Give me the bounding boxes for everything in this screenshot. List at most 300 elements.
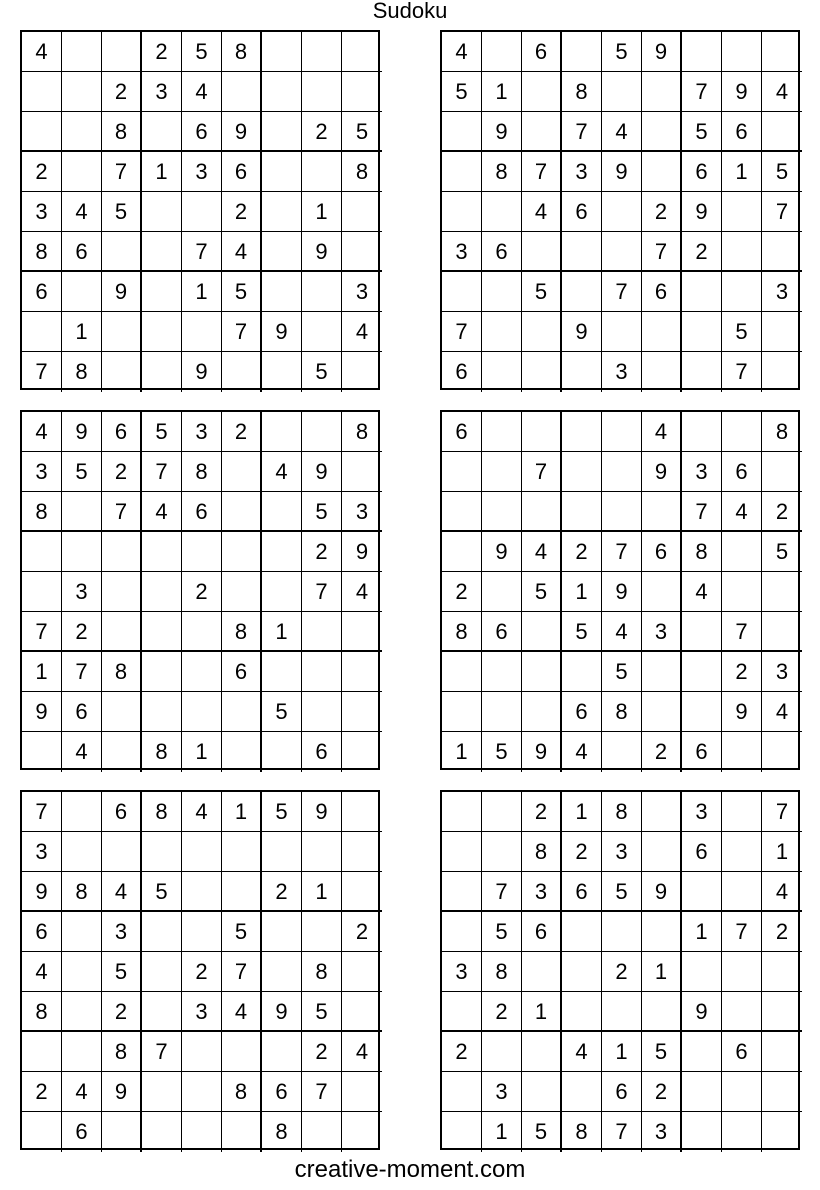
sudoku-cell[interactable]: 7 [22,612,62,652]
sudoku-cell[interactable] [262,232,302,272]
sudoku-cell[interactable] [342,732,382,772]
sudoku-cell[interactable]: 2 [302,532,342,572]
sudoku-cell[interactable]: 7 [602,532,642,572]
sudoku-cell[interactable] [442,112,482,152]
sudoku-cell[interactable] [222,1032,262,1072]
sudoku-cell[interactable] [722,992,762,1032]
sudoku-cell[interactable] [522,952,562,992]
sudoku-cell[interactable]: 4 [762,72,802,112]
sudoku-cell[interactable] [342,32,382,72]
sudoku-cell[interactable] [262,412,302,452]
sudoku-cell[interactable] [642,792,682,832]
sudoku-cell[interactable]: 7 [222,952,262,992]
sudoku-cell[interactable]: 1 [522,992,562,1032]
sudoku-cell[interactable] [682,1032,722,1072]
sudoku-cell[interactable]: 6 [262,1072,302,1112]
sudoku-cell[interactable] [602,452,642,492]
sudoku-cell[interactable]: 4 [62,732,102,772]
sudoku-cell[interactable] [262,952,302,992]
sudoku-cell[interactable]: 6 [222,652,262,692]
sudoku-cell[interactable]: 6 [642,272,682,312]
sudoku-cell[interactable] [342,612,382,652]
sudoku-cell[interactable]: 6 [682,152,722,192]
sudoku-cell[interactable] [22,732,62,772]
sudoku-cell[interactable] [222,72,262,112]
sudoku-cell[interactable] [142,832,182,872]
sudoku-cell[interactable]: 8 [62,872,102,912]
sudoku-cell[interactable]: 3 [182,152,222,192]
sudoku-cell[interactable]: 9 [722,692,762,732]
sudoku-cell[interactable]: 7 [602,272,642,312]
sudoku-cell[interactable] [762,572,802,612]
sudoku-cell[interactable]: 6 [562,872,602,912]
sudoku-cell[interactable] [102,32,142,72]
sudoku-cell[interactable] [262,572,302,612]
sudoku-cell[interactable] [182,692,222,732]
sudoku-cell[interactable]: 7 [682,492,722,532]
sudoku-cell[interactable] [262,112,302,152]
sudoku-cell[interactable] [482,792,522,832]
sudoku-cell[interactable] [682,652,722,692]
sudoku-cell[interactable]: 3 [562,152,602,192]
sudoku-cell[interactable] [142,692,182,732]
sudoku-cell[interactable] [342,652,382,692]
sudoku-cell[interactable]: 4 [342,572,382,612]
sudoku-cell[interactable] [762,952,802,992]
sudoku-cell[interactable]: 3 [642,1112,682,1152]
sudoku-cell[interactable]: 7 [22,352,62,392]
sudoku-cell[interactable]: 6 [722,112,762,152]
sudoku-cell[interactable] [562,32,602,72]
sudoku-cell[interactable] [262,152,302,192]
sudoku-cell[interactable] [562,492,602,532]
sudoku-cell[interactable]: 3 [602,352,642,392]
sudoku-cell[interactable]: 9 [642,452,682,492]
sudoku-cell[interactable]: 3 [342,492,382,532]
sudoku-cell[interactable]: 9 [562,312,602,352]
sudoku-cell[interactable]: 5 [762,152,802,192]
sudoku-cell[interactable]: 8 [562,1112,602,1152]
sudoku-cell[interactable]: 2 [522,792,562,832]
sudoku-cell[interactable]: 8 [442,612,482,652]
sudoku-cell[interactable] [682,352,722,392]
sudoku-cell[interactable]: 6 [22,272,62,312]
sudoku-cell[interactable]: 6 [22,912,62,952]
sudoku-cell[interactable]: 5 [642,1032,682,1072]
sudoku-cell[interactable]: 7 [142,1032,182,1072]
sudoku-cell[interactable]: 8 [602,692,642,732]
sudoku-cell[interactable]: 2 [222,412,262,452]
sudoku-cell[interactable]: 8 [342,412,382,452]
sudoku-cell[interactable] [62,912,102,952]
sudoku-cell[interactable] [142,312,182,352]
sudoku-cell[interactable]: 1 [22,652,62,692]
sudoku-cell[interactable]: 9 [642,872,682,912]
sudoku-cell[interactable] [682,32,722,72]
sudoku-cell[interactable] [602,312,642,352]
sudoku-cell[interactable]: 2 [182,572,222,612]
sudoku-cell[interactable] [442,832,482,872]
sudoku-cell[interactable] [522,612,562,652]
sudoku-cell[interactable] [762,232,802,272]
sudoku-cell[interactable] [722,412,762,452]
sudoku-cell[interactable]: 3 [182,992,222,1032]
sudoku-cell[interactable]: 9 [482,532,522,572]
sudoku-cell[interactable]: 6 [682,832,722,872]
sudoku-cell[interactable]: 4 [222,992,262,1032]
sudoku-cell[interactable]: 9 [602,572,642,612]
sudoku-cell[interactable]: 6 [602,1072,642,1112]
sudoku-cell[interactable]: 2 [62,612,102,652]
sudoku-cell[interactable]: 5 [262,692,302,732]
sudoku-cell[interactable] [762,452,802,492]
sudoku-cell[interactable] [442,912,482,952]
sudoku-cell[interactable] [342,1112,382,1152]
sudoku-cell[interactable]: 5 [522,1112,562,1152]
sudoku-cell[interactable]: 2 [102,72,142,112]
sudoku-cell[interactable]: 8 [62,352,102,392]
sudoku-cell[interactable]: 2 [182,952,222,992]
sudoku-cell[interactable]: 9 [482,112,522,152]
sudoku-cell[interactable] [142,612,182,652]
sudoku-cell[interactable] [762,32,802,72]
sudoku-cell[interactable]: 4 [722,492,762,532]
sudoku-cell[interactable]: 2 [102,992,142,1032]
sudoku-cell[interactable] [182,1072,222,1112]
sudoku-cell[interactable]: 1 [142,152,182,192]
sudoku-cell[interactable] [262,912,302,952]
sudoku-cell[interactable] [562,352,602,392]
sudoku-cell[interactable] [22,572,62,612]
sudoku-cell[interactable]: 4 [682,572,722,612]
sudoku-cell[interactable]: 9 [342,532,382,572]
sudoku-cell[interactable]: 2 [562,532,602,572]
sudoku-cell[interactable] [222,832,262,872]
sudoku-cell[interactable]: 4 [22,952,62,992]
sudoku-cell[interactable]: 3 [522,872,562,912]
sudoku-cell[interactable]: 3 [22,452,62,492]
sudoku-cell[interactable] [342,72,382,112]
sudoku-cell[interactable]: 1 [182,732,222,772]
sudoku-cell[interactable]: 4 [442,32,482,72]
sudoku-cell[interactable]: 5 [102,952,142,992]
sudoku-cell[interactable]: 3 [682,452,722,492]
sudoku-cell[interactable] [142,992,182,1032]
sudoku-cell[interactable]: 2 [222,192,262,232]
sudoku-cell[interactable] [342,792,382,832]
sudoku-cell[interactable]: 4 [22,412,62,452]
sudoku-cell[interactable]: 8 [482,152,522,192]
sudoku-cell[interactable] [442,872,482,912]
sudoku-cell[interactable]: 5 [602,872,642,912]
sudoku-cell[interactable]: 8 [222,32,262,72]
sudoku-cell[interactable] [562,992,602,1032]
sudoku-cell[interactable]: 7 [102,152,142,192]
sudoku-cell[interactable]: 5 [262,792,302,832]
sudoku-cell[interactable] [102,832,142,872]
sudoku-cell[interactable] [342,992,382,1032]
sudoku-cell[interactable]: 4 [102,872,142,912]
sudoku-cell[interactable] [482,1032,522,1072]
sudoku-cell[interactable] [62,492,102,532]
sudoku-cell[interactable] [142,112,182,152]
sudoku-cell[interactable] [482,492,522,532]
sudoku-cell[interactable]: 3 [182,412,222,452]
sudoku-cell[interactable] [142,192,182,232]
sudoku-cell[interactable] [602,232,642,272]
sudoku-cell[interactable] [682,312,722,352]
sudoku-cell[interactable] [302,272,342,312]
sudoku-cell[interactable] [142,572,182,612]
sudoku-cell[interactable]: 1 [442,732,482,772]
sudoku-cell[interactable]: 8 [562,72,602,112]
sudoku-cell[interactable]: 2 [482,992,522,1032]
sudoku-cell[interactable]: 4 [62,1072,102,1112]
sudoku-cell[interactable]: 4 [562,732,602,772]
sudoku-cell[interactable]: 4 [762,872,802,912]
sudoku-cell[interactable]: 7 [22,792,62,832]
sudoku-cell[interactable]: 3 [482,1072,522,1112]
sudoku-cell[interactable] [522,312,562,352]
sudoku-cell[interactable] [222,572,262,612]
sudoku-cell[interactable] [102,612,142,652]
sudoku-cell[interactable] [762,612,802,652]
sudoku-cell[interactable]: 6 [722,452,762,492]
sudoku-cell[interactable]: 5 [522,572,562,612]
sudoku-cell[interactable] [62,72,102,112]
sudoku-cell[interactable]: 1 [482,72,522,112]
sudoku-cell[interactable] [142,352,182,392]
sudoku-cell[interactable] [722,1112,762,1152]
sudoku-cell[interactable] [442,652,482,692]
sudoku-cell[interactable] [262,272,302,312]
sudoku-cell[interactable] [722,572,762,612]
sudoku-cell[interactable]: 8 [602,792,642,832]
sudoku-cell[interactable]: 5 [62,452,102,492]
sudoku-cell[interactable]: 2 [342,912,382,952]
sudoku-cell[interactable] [602,72,642,112]
sudoku-cell[interactable] [62,832,102,872]
sudoku-cell[interactable] [342,952,382,992]
sudoku-cell[interactable]: 9 [522,732,562,772]
sudoku-cell[interactable] [522,72,562,112]
sudoku-cell[interactable] [682,1112,722,1152]
sudoku-cell[interactable] [102,572,142,612]
sudoku-cell[interactable]: 2 [102,452,142,492]
sudoku-cell[interactable]: 5 [722,312,762,352]
sudoku-cell[interactable]: 3 [442,232,482,272]
sudoku-cell[interactable] [562,912,602,952]
sudoku-cell[interactable] [642,492,682,532]
sudoku-cell[interactable] [722,952,762,992]
sudoku-cell[interactable]: 2 [302,112,342,152]
sudoku-cell[interactable] [722,192,762,232]
sudoku-cell[interactable] [482,652,522,692]
sudoku-cell[interactable] [482,452,522,492]
sudoku-cell[interactable]: 6 [62,232,102,272]
sudoku-cell[interactable] [222,732,262,772]
sudoku-cell[interactable]: 7 [722,912,762,952]
sudoku-cell[interactable] [562,1072,602,1112]
sudoku-cell[interactable] [182,912,222,952]
sudoku-cell[interactable] [302,312,342,352]
sudoku-cell[interactable] [722,792,762,832]
sudoku-cell[interactable]: 5 [562,612,602,652]
sudoku-cell[interactable]: 2 [22,152,62,192]
sudoku-cell[interactable]: 9 [722,72,762,112]
sudoku-cell[interactable] [722,32,762,72]
sudoku-cell[interactable]: 9 [302,792,342,832]
sudoku-cell[interactable]: 5 [682,112,722,152]
sudoku-cell[interactable] [762,352,802,392]
sudoku-cell[interactable]: 1 [602,1032,642,1072]
sudoku-cell[interactable] [522,652,562,692]
sudoku-cell[interactable] [262,72,302,112]
sudoku-cell[interactable] [722,832,762,872]
sudoku-cell[interactable]: 5 [102,192,142,232]
sudoku-cell[interactable]: 4 [762,692,802,732]
sudoku-cell[interactable]: 2 [142,32,182,72]
sudoku-cell[interactable] [762,1072,802,1112]
sudoku-cell[interactable]: 6 [222,152,262,192]
sudoku-cell[interactable]: 1 [562,792,602,832]
sudoku-cell[interactable] [642,832,682,872]
sudoku-cell[interactable]: 8 [142,732,182,772]
sudoku-cell[interactable]: 9 [262,992,302,1032]
sudoku-cell[interactable] [642,72,682,112]
sudoku-cell[interactable] [222,692,262,732]
sudoku-cell[interactable] [642,992,682,1032]
sudoku-cell[interactable] [642,692,682,732]
sudoku-cell[interactable]: 8 [262,1112,302,1152]
sudoku-cell[interactable] [62,992,102,1032]
sudoku-cell[interactable] [142,952,182,992]
sudoku-cell[interactable]: 2 [562,832,602,872]
sudoku-cell[interactable] [302,72,342,112]
sudoku-cell[interactable] [482,352,522,392]
sudoku-cell[interactable]: 1 [562,572,602,612]
sudoku-cell[interactable] [102,532,142,572]
sudoku-cell[interactable]: 4 [522,532,562,572]
sudoku-cell[interactable]: 3 [442,952,482,992]
sudoku-cell[interactable] [522,1032,562,1072]
sudoku-cell[interactable]: 8 [342,152,382,192]
sudoku-cell[interactable]: 7 [682,72,722,112]
sudoku-cell[interactable]: 9 [682,192,722,232]
sudoku-cell[interactable]: 1 [642,952,682,992]
sudoku-cell[interactable] [142,1072,182,1112]
sudoku-cell[interactable]: 2 [642,1072,682,1112]
sudoku-cell[interactable] [562,272,602,312]
sudoku-cell[interactable] [142,532,182,572]
sudoku-cell[interactable] [722,272,762,312]
sudoku-cell[interactable]: 6 [562,692,602,732]
sudoku-cell[interactable]: 9 [682,992,722,1032]
sudoku-cell[interactable] [562,232,602,272]
sudoku-cell[interactable] [442,152,482,192]
sudoku-cell[interactable] [302,912,342,952]
sudoku-cell[interactable] [482,572,522,612]
sudoku-cell[interactable] [442,532,482,572]
sudoku-cell[interactable]: 4 [262,452,302,492]
sudoku-cell[interactable]: 7 [722,352,762,392]
sudoku-cell[interactable] [722,1072,762,1112]
sudoku-cell[interactable]: 1 [222,792,262,832]
sudoku-cell[interactable] [22,112,62,152]
sudoku-cell[interactable]: 6 [302,732,342,772]
sudoku-cell[interactable]: 4 [182,792,222,832]
sudoku-cell[interactable] [762,992,802,1032]
sudoku-cell[interactable]: 7 [482,872,522,912]
sudoku-cell[interactable]: 2 [442,1032,482,1072]
sudoku-cell[interactable] [182,612,222,652]
sudoku-cell[interactable]: 7 [222,312,262,352]
sudoku-cell[interactable]: 1 [62,312,102,352]
sudoku-cell[interactable]: 3 [602,832,642,872]
sudoku-cell[interactable] [562,452,602,492]
sudoku-cell[interactable]: 3 [142,72,182,112]
sudoku-cell[interactable] [342,192,382,232]
sudoku-cell[interactable]: 6 [182,492,222,532]
sudoku-cell[interactable]: 2 [262,872,302,912]
sudoku-cell[interactable] [62,1032,102,1072]
sudoku-cell[interactable] [682,952,722,992]
sudoku-cell[interactable]: 8 [522,832,562,872]
sudoku-cell[interactable]: 2 [602,952,642,992]
sudoku-cell[interactable]: 7 [562,112,602,152]
sudoku-cell[interactable] [22,532,62,572]
sudoku-cell[interactable] [342,232,382,272]
sudoku-cell[interactable]: 2 [442,572,482,612]
sudoku-cell[interactable]: 7 [302,572,342,612]
sudoku-cell[interactable] [762,732,802,772]
sudoku-cell[interactable]: 3 [762,272,802,312]
sudoku-cell[interactable]: 6 [562,192,602,232]
sudoku-cell[interactable] [642,112,682,152]
sudoku-cell[interactable] [522,692,562,732]
sudoku-cell[interactable] [682,692,722,732]
sudoku-cell[interactable] [642,652,682,692]
sudoku-cell[interactable] [642,312,682,352]
sudoku-cell[interactable] [302,692,342,732]
sudoku-cell[interactable]: 9 [22,692,62,732]
sudoku-cell[interactable]: 4 [22,32,62,72]
sudoku-cell[interactable] [342,872,382,912]
sudoku-cell[interactable]: 4 [182,72,222,112]
sudoku-cell[interactable]: 8 [22,492,62,532]
sudoku-cell[interactable] [222,872,262,912]
sudoku-cell[interactable] [342,832,382,872]
sudoku-cell[interactable] [522,1072,562,1112]
sudoku-cell[interactable]: 3 [342,272,382,312]
sudoku-cell[interactable]: 7 [442,312,482,352]
sudoku-cell[interactable]: 4 [62,192,102,232]
sudoku-cell[interactable]: 3 [642,612,682,652]
sudoku-cell[interactable]: 8 [222,612,262,652]
sudoku-cell[interactable]: 7 [602,1112,642,1152]
sudoku-cell[interactable]: 5 [342,112,382,152]
sudoku-cell[interactable]: 4 [602,112,642,152]
sudoku-cell[interactable] [302,1112,342,1152]
sudoku-cell[interactable] [682,1072,722,1112]
sudoku-cell[interactable]: 2 [762,912,802,952]
sudoku-cell[interactable] [442,1072,482,1112]
sudoku-cell[interactable]: 3 [102,912,142,952]
sudoku-cell[interactable]: 5 [762,532,802,572]
sudoku-cell[interactable]: 5 [142,872,182,912]
sudoku-cell[interactable] [602,192,642,232]
sudoku-cell[interactable]: 6 [182,112,222,152]
